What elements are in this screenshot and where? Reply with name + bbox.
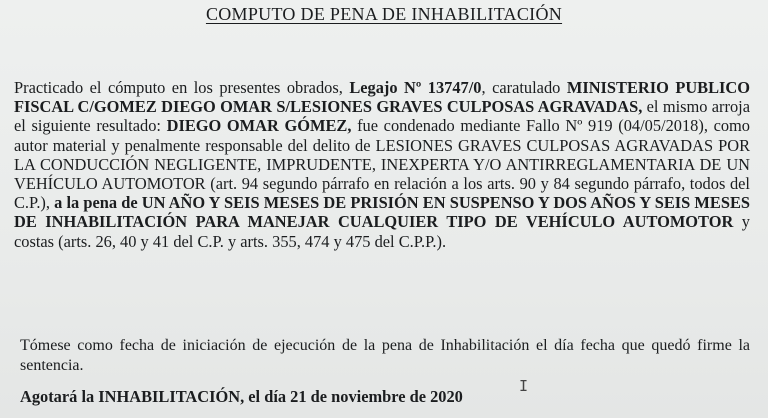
- expiry-prefix: Agotará la: [20, 387, 99, 406]
- main-paragraph-intro: Practicado el cómputo en los presentes obrados,: [14, 78, 350, 97]
- text-cursor-icon: I: [519, 377, 529, 395]
- sentence-costs: y costas (arts. 26, 40 y 41 del C.P. y arts. 355, 474 y 475 del C.P.P.).: [14, 212, 750, 251]
- case-caption: MINISTERIO PUBLICO FISCAL C/GOMEZ DIEGO OMAR S/LESIONES GRAVES CULPOSAS AGRAVADAS,: [14, 78, 751, 117]
- start-date-paragraph: Tómese como fecha de iniciación de ejecución de la pena de Inhabilitación el día fecha que quedó firme la sentencia.: [20, 337, 750, 374]
- legajo-number: Legajo Nº 13747/0: [349, 78, 482, 97]
- document-title: COMPUTO DE PENA DE INHABILITACIÓN: [205, 4, 563, 24]
- result-intro: el mismo arroja el siguiente resultado:: [14, 97, 750, 136]
- expiry-keyword: INHABILITACIÓN: [98, 387, 241, 406]
- main-paragraph: [14, 78, 750, 251]
- defendant-name: DIEGO OMAR GÓMEZ,: [166, 116, 352, 136]
- caratulado-label: , caratulado: [481, 78, 567, 97]
- sentence-penalty: a la pena de UN AÑO Y SEIS MESES DE PRISIÓN EN SUSPENSO Y DOS AÑOS Y SEIS MESES DE INHABILITACIÓN PARA MANEJAR CUALQUIER TIPO DE VEHÍCULO AUTOMOTOR: [14, 193, 750, 232]
- expiry-date: , el día 21 de noviembre de 2020: [240, 387, 463, 406]
- sentence-description: fue condenado mediante Fallo Nº 919 (04/05/2018), como autor material y penalmente responsable del delito de LESIONES GRAVES CULPOSAS AGRAVADAS POR LA CONDUCCIÓN NEGLIGENTE, IMPRUDENTE, INEXPERTA Y/O ANTIRREGLAMENTARIA DE UN VEHÍCULO AUTOMOTOR (art. 94 segundo párrafo en relación a los arts. 90 y 84 segundo párrafo, todos del C.P.),: [14, 116, 750, 213]
- expiry-paragraph: [20, 387, 750, 407]
